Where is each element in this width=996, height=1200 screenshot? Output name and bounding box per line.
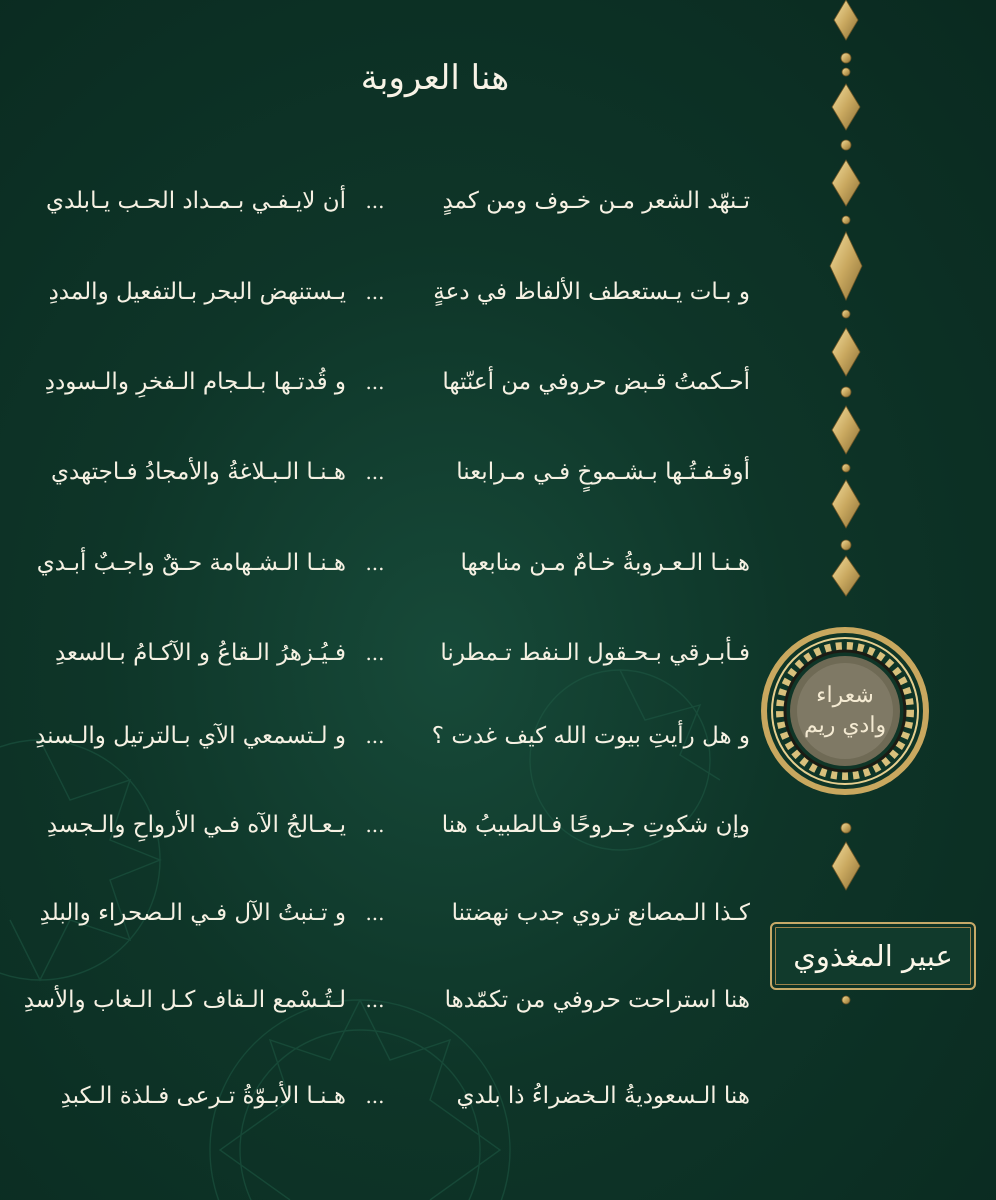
verse-first-hemistich: هنا الـسعوديةُ الـخضراءُ ذا بلدي bbox=[456, 1083, 750, 1109]
author-name-plate bbox=[770, 922, 976, 990]
emblem-label bbox=[759, 625, 931, 797]
verse-second-hemistich: و تـنبتُ الآل فـي الـصحراء والبلدِ bbox=[39, 900, 346, 926]
verse-second-hemistich: يـعـالجُ الآه فـي الأرواحِ والـجسدِ bbox=[46, 812, 346, 838]
verse-first-hemistich: كـذا الـمصانع تروي جدب نهضتنا bbox=[451, 900, 750, 926]
verse bbox=[0, 708, 780, 764]
verse-first-hemistich: أوقـفـتُـها بـشـموخٍ فـي مـرابعنا bbox=[456, 459, 750, 485]
verse-second-hemistich: يـستنهض البحر بـالتفعيل والمددِ bbox=[48, 279, 346, 305]
verse-first-hemistich: وإن شكوتِ جـروحًا فـالطبيبُ هنا bbox=[441, 812, 750, 838]
verse bbox=[0, 972, 780, 1028]
verse-second-hemistich: أن لايـفـي بـمـداد الحـب يـابلدي bbox=[45, 188, 346, 214]
verse bbox=[0, 354, 780, 410]
verse-separator: ... bbox=[365, 551, 385, 575]
verse-separator: ... bbox=[365, 1084, 385, 1108]
verse-second-hemistich: هـنـا الـبـلاغةُ والأمجادُ فـاجتهدي bbox=[51, 459, 346, 485]
verse-separator: ... bbox=[365, 280, 385, 304]
verse-first-hemistich: أحـكمتُ قـبض حروفي من أعنّتها bbox=[442, 369, 750, 395]
emblem-line-2: وادي ريم bbox=[803, 713, 887, 738]
verse bbox=[0, 885, 780, 941]
verse-separator: ... bbox=[365, 370, 385, 394]
verse-first-hemistich: هـنـا الـعـروبةُ خـامٌ مـن منابعها bbox=[460, 550, 750, 576]
verse-separator: ... bbox=[365, 641, 385, 665]
verse-separator: ... bbox=[365, 813, 385, 837]
verse bbox=[0, 1068, 780, 1124]
author-name: عبير المغذوي bbox=[793, 939, 953, 973]
verse-first-hemistich: فـأبـرقي بـحـقول الـنفط تـمطرنا bbox=[440, 640, 750, 666]
verse-second-hemistich: فـيُـزهرُ الـقاعُ و الآكـامُ بـالسعدِ bbox=[54, 640, 346, 666]
verse-first-hemistich: و هل رأيتِ بيوت الله كيف غدت ؟ bbox=[431, 723, 750, 749]
verse bbox=[0, 264, 780, 320]
verse-second-hemistich: و قُدتـها بـلـجام الـفخرِ والـسوددِ bbox=[44, 369, 346, 395]
verse-separator: ... bbox=[365, 901, 385, 925]
verse-second-hemistich: هـنـا الـشـهامة حـقٌ واجـبٌ أبـدي bbox=[36, 550, 346, 576]
poets-emblem-seal bbox=[759, 625, 931, 797]
verse-separator: ... bbox=[365, 724, 385, 748]
poem-title: هنا العروبة bbox=[360, 58, 510, 98]
verse bbox=[0, 625, 780, 681]
verse-second-hemistich: هـنـا الأبـوّةُ تـرعى فـلذة الـكبدِ bbox=[60, 1083, 346, 1109]
verse bbox=[0, 173, 780, 229]
emblem-line-1: شعراء bbox=[816, 683, 874, 708]
gold-ornament-ribbon bbox=[816, 0, 876, 1200]
verse-second-hemistich: و لـتسمعي الآي بـالترتيل والـسندِ bbox=[35, 723, 346, 749]
verse-first-hemistich: تـنهّد الشعر مـن خـوف ومن كمدٍ bbox=[442, 188, 750, 214]
verse-first-hemistich: و بـات يـستعطف الألفاظ في دعةٍ bbox=[433, 279, 750, 305]
verse bbox=[0, 444, 780, 500]
verse bbox=[0, 535, 780, 591]
verse-separator: ... bbox=[365, 189, 385, 213]
verse-separator: ... bbox=[365, 460, 385, 484]
verse-separator: ... bbox=[365, 988, 385, 1012]
verse bbox=[0, 797, 780, 853]
verse-first-hemistich: هنا استراحت حروفي من تكمّدها bbox=[444, 987, 750, 1013]
verse-second-hemistich: لـتُـسْمع الـقاف كـل الـغاب والأسدِ bbox=[23, 987, 346, 1013]
